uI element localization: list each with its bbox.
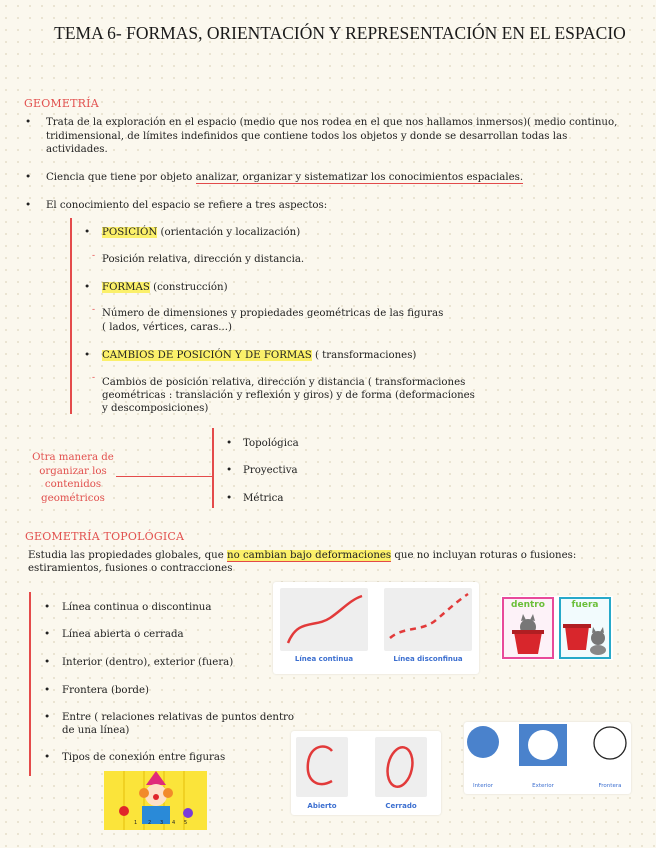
otra-item-metrica: Métrica: [243, 493, 284, 504]
fuera-card: [559, 597, 611, 659]
bullet-dot: •: [226, 492, 233, 504]
continuous-line-icon: [280, 588, 368, 651]
otra-manera-label: [18, 451, 128, 505]
abierta-frame: [296, 737, 348, 797]
bullet-dot: •: [44, 656, 51, 668]
caption-frontera: Frontera: [598, 783, 622, 789]
open-closed-image: [291, 731, 441, 815]
bullet-dot: •: [226, 464, 233, 476]
aspect-formas: [102, 281, 228, 295]
clown-icon: [104, 771, 207, 830]
formas-highlight: FORMAS: [102, 282, 150, 293]
bullet-dot: •: [44, 601, 51, 613]
bullet-dot: •: [44, 751, 51, 763]
ciencia-text: Ciencia que tiene por objeto: [46, 172, 196, 183]
cat-outside-bucket-icon: [561, 612, 609, 657]
puzzle-num: 1: [134, 820, 138, 826]
intro-text: Estudia las propiedades globales, que: [28, 550, 228, 561]
caption-exterior: Exterior: [532, 783, 554, 789]
geometria-aspectos: El conocimiento del espacio se refiere a tres aspectos:: [46, 200, 328, 211]
bullet-dot: •: [25, 199, 32, 211]
caption-linea-discontinua: Línea disconfinua: [393, 655, 463, 663]
bullet-dot: •: [84, 349, 91, 361]
topo-item: Entre ( relaciones relativas de puntos dentro: [62, 712, 295, 723]
caption-interior: Interior: [472, 783, 494, 789]
topo-item-cont: de una línea): [62, 725, 130, 736]
cambios-highlight: CAMBIOS DE POSICIÓN Y DE FORMAS: [102, 350, 312, 361]
aspect-posicion: [102, 226, 300, 240]
aspect-cambios-desc2: geométricas : translación y reflexión y giros) y de forma (deformaciones: [102, 390, 475, 401]
cambios-subtitle: ( transformaciones): [311, 350, 417, 361]
clown-puzzle-image: [104, 771, 207, 830]
posicion-subtitle: (orientación y localización): [157, 227, 301, 238]
dash-marker: -: [92, 251, 96, 261]
dentro-fuera-image: [501, 596, 613, 660]
intro-text-post: que no incluyan roturas o fusiones:: [391, 550, 577, 561]
otra-label-line: contenidos: [44, 479, 102, 490]
otra-connector-line: [116, 476, 212, 477]
intro-highlight: no cambian bajo deformaciones: [227, 550, 392, 561]
puzzle-num: 5: [184, 820, 188, 826]
bullet-dot: •: [44, 628, 51, 640]
section-heading-topologica: GEOMETRÍA TOPOLÓGICA: [25, 530, 185, 543]
dentro-label: dentro: [511, 600, 545, 610]
closed-curve-icon: [375, 737, 427, 797]
posicion-highlight: POSICIÓN: [102, 227, 158, 238]
aspect-posicion-desc: Posición relativa, dirección y distancia.: [102, 254, 305, 265]
puzzle-num: 2: [148, 820, 152, 826]
shapes-icon: [464, 722, 631, 778]
caption-linea-continua: Línea continua: [294, 655, 354, 663]
aspect-cambios-desc1: Cambios de posición relativa, dirección y distancia ( transformaciones: [102, 377, 466, 388]
otra-label-line: geométricos: [41, 492, 105, 504]
topo-item: Frontera (borde): [62, 685, 149, 696]
dash-marker: -: [92, 373, 96, 383]
line-discontinua-frame: [384, 588, 472, 651]
page-title: TEMA 6- FORMAS, ORIENTACIÓN Y REPRESENTACIÓN EN EL ESPACIO: [54, 23, 626, 43]
bullet-dot: •: [44, 711, 51, 723]
dentro-card: [502, 597, 554, 659]
interior-circle-icon: [467, 726, 499, 758]
ciencia-underlined: analizar, organizar y sistematizar los conocimientos espaciales.: [195, 172, 524, 183]
line-continua-frame: [280, 588, 368, 651]
topo-item: Tipos de conexión entre figuras: [62, 752, 226, 763]
cerrada-frame: [375, 737, 427, 797]
bullet-dot: •: [84, 226, 91, 238]
topologica-intro-line2: estiramientos, fusiones o contracciones: [28, 563, 233, 574]
cat-in-bucket-icon: [504, 612, 552, 657]
formas-subtitle: (construcción): [149, 282, 228, 293]
interior-exterior-image: [464, 722, 631, 794]
aspects-bracket-line: [70, 218, 72, 414]
otra-item-proyectiva: Proyectiva: [243, 465, 298, 476]
otra-bracket-line: [212, 428, 214, 508]
otra-label-line: organizar los: [39, 465, 107, 477]
dash-marker: -: [92, 305, 96, 315]
caption-abierta: Abierto: [307, 802, 337, 810]
aspect-formas-desc1: Número de dimensiones y propiedades geométricas de las figuras: [102, 308, 444, 319]
aspect-cambios-desc3: y descomposiciones): [102, 403, 209, 414]
topo-item: Línea abierta o cerrada: [62, 629, 184, 640]
geometria-ciencia: [46, 171, 626, 185]
topo-item: Interior (dentro), exterior (fuera): [62, 657, 234, 668]
puzzle-num: 4: [172, 820, 176, 826]
topologica-bracket-line: [29, 592, 31, 776]
geometria-definition: Trata de la exploración en el espacio (medio que nos rodea en el que nos hallamos inmersos)( medio continuo, tridimensional, de límites indefinidos que contiene todos los objetos y donde se desarrollan todas las actividades.: [46, 117, 618, 155]
puzzle-num: 3: [160, 820, 164, 826]
open-curve-icon: [296, 737, 348, 797]
otra-label-line: Otra manera de: [32, 452, 114, 463]
lines-image: [273, 582, 479, 674]
bullet-dot: •: [25, 171, 32, 183]
topo-item: Línea continua o discontinua: [62, 602, 212, 613]
bullet-dot: •: [226, 437, 233, 449]
caption-cerrada: Cerrado: [385, 802, 417, 810]
otra-item-topologica: Topológica: [243, 438, 299, 449]
frontera-circle-icon: [594, 727, 626, 759]
aspect-formas-desc2: ( lados, vértices, caras...): [102, 322, 232, 333]
bullet-dot: •: [25, 116, 32, 128]
bullet-dot: •: [44, 684, 51, 696]
fuera-label: fuera: [571, 600, 599, 610]
bullet-dot: •: [84, 281, 91, 293]
aspect-cambios: [102, 349, 416, 363]
section-heading-geometria: GEOMETRÍA: [24, 97, 99, 110]
topologica-intro: [28, 549, 638, 563]
dashed-line-icon: [384, 588, 472, 651]
